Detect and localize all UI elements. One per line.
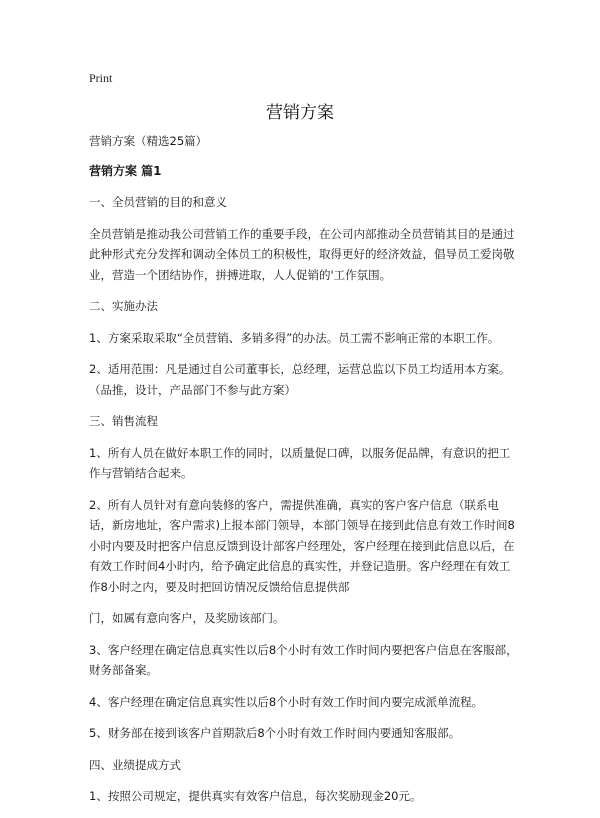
page-title: 营销方案 [266, 103, 334, 123]
paragraph: 三、销售流程 [89, 414, 158, 428]
paragraph: 2、所有人员针对有意向装修的客户，需提供准确，真实的客户客户信息（联系电话，新房地址，客户需求)上报本部门领导，本部门领导在接到此信息有效工作时间8小时内要及时把客户信息反馈到设计部客户经理处，客户经理在接到此信息以后，在有效工作时间4小时内，给予确定此信息的真实性，并登记造册。客户经理在有效工作8小时之内，要及时把回访情况反馈给信息提供部 [89, 497, 515, 594]
paragraph: 1、按照公司规定，提供真实有效客户信息，每次奖励现金20元。 [89, 789, 422, 803]
paragraph: 门，如属有意向客户，及奖励该部门。 [89, 611, 285, 625]
paragraph: 5、财务部在接到该客户首期款后8个小时有效工作时间内要通知客服部。 [89, 726, 461, 740]
paragraph: 1、方案采取采取“全员营销、多销多得”的办法。员工需不影响正常的本职工作。 [89, 330, 500, 345]
paragraph: 4、客户经理在确定信息真实性以后8个小时有效工作时间内要完成派单流程。 [89, 694, 484, 709]
paragraph: 四、业绩提成方式 [89, 757, 181, 772]
document-subtitle: 营销方案（精选25篇） [89, 134, 208, 148]
print-label[interactable]: Print [89, 71, 113, 85]
paragraph: 一、全员营销的目的和意义 [89, 195, 227, 209]
paragraph: 2、适用范围：凡是通过自公司董事长，总经理，运营总监以下员工均适用本方案。（品推，设计，产品部门不参与此方案） [89, 362, 511, 397]
paragraph: 二、实施办法 [89, 299, 158, 313]
paragraph: 1、所有人员在做好本职工作的同时，以质量促口碑，以服务促品牌，有意识的把工作与营销结合起来。 [89, 445, 511, 480]
section-heading: 营销方案 篇1 [89, 163, 162, 178]
paragraph: 3、客户经理在确定信息真实性以后8个小时有效工作时间内要把客户信息在客服部，财务部备案。 [89, 642, 518, 677]
document-body [89, 131, 519, 818]
paragraph: 全员营销是推动我公司营销工作的重要手段，在公司内部推动全员营销其目的是通过此种形式充分发挥和调动全体员工的积极性，取得更好的经济效益，倡导员工爱岗敬业，营造一个团结协作，拼搏进取，人人促销的'工作氛围。 [89, 226, 515, 282]
